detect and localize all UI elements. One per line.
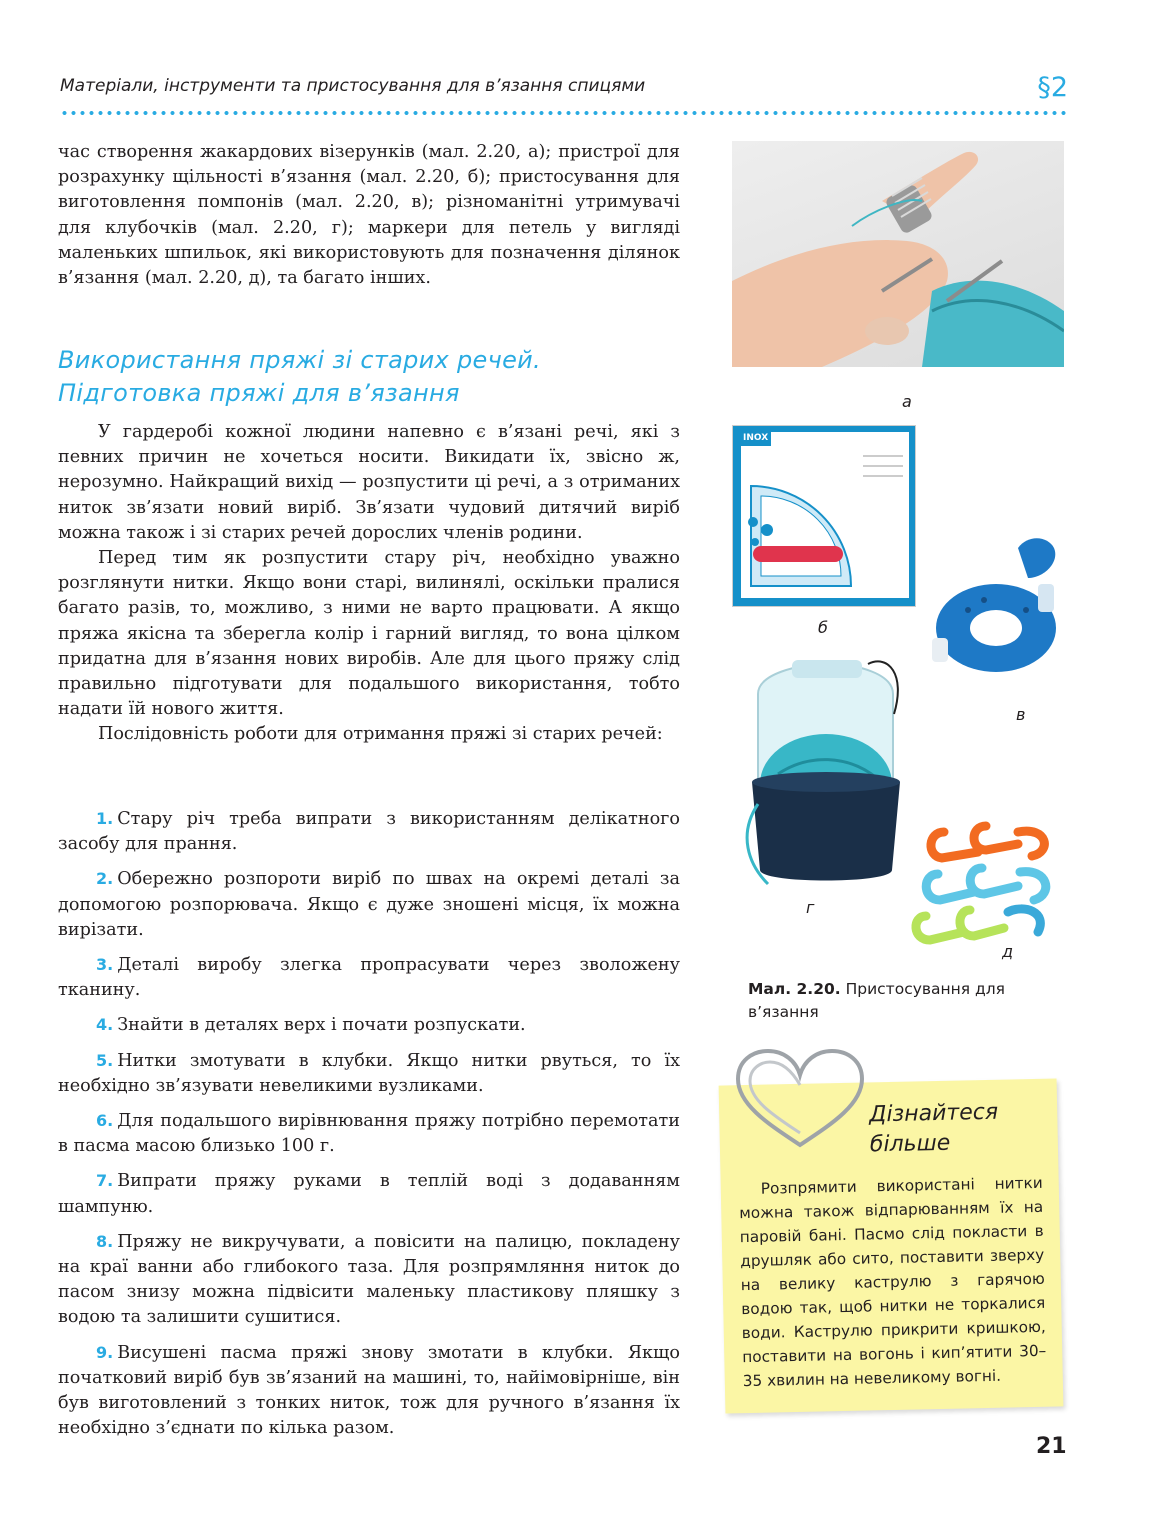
step-item (58, 806, 680, 857)
note-title-line-1: Дізнайтеся (868, 1099, 999, 1128)
step-number: 6. (96, 1111, 114, 1131)
step-text: Висушені пасма пряжі знову змотати в клубки. Якщо початковий виріб був зв’язаний на машині, то, найімовірніше, він був виготовлений з тонких ниток, тож для ручного в’язання їх необхідно з’єднати по кілька разом. (58, 1342, 680, 1439)
step-number: 7. (96, 1171, 114, 1191)
steps-list (58, 806, 680, 1450)
figure-label-d: д (1002, 942, 1014, 961)
body-text (58, 420, 680, 748)
figure-label-a: а (902, 392, 912, 411)
dotted-divider (60, 110, 1068, 116)
hand-knitting-illustration (732, 141, 1064, 367)
photo-pompom-maker (928, 528, 1068, 680)
figure-caption (748, 978, 1068, 1024)
step-item (58, 1048, 680, 1099)
step-item (58, 1229, 680, 1331)
step-number: 3. (96, 955, 114, 975)
paper-clip-icon (730, 1045, 870, 1155)
body-paragraph: Перед тим як розпустити стару річ, необхідно уважно розглянути нитки. Якщо вони старі, вилинялі, оскільки пралися багато разів, то, можливо, з ними не варто працювати. А якщо пряжа якісна та зберегла колір і гарний вигляд, то вона цілком придатна для в’язання нових виробів. Але для цього пряжу слід правильно підготувати для подальшого використання, тобто надати їй нового життя. (58, 548, 680, 720)
step-item (58, 1340, 680, 1442)
step-item (58, 952, 680, 1003)
step-number: 4. (96, 1015, 114, 1035)
step-text: Пряжу не викручувати, а повісити на палицю, покладену на краї ванни або глибокого таза. Для розпрямляння ниток до пасом знизу можна підвісити маленьку пластикову пляшку з водою та залишити сушитися. (58, 1231, 680, 1328)
step-text: Деталі виробу злегка пропрасувати через зволожену тканину. (58, 955, 680, 1001)
page-header (60, 72, 1070, 122)
page-number: 21 (1036, 1434, 1067, 1459)
photo-yarn-holder (738, 654, 908, 894)
note-text (739, 1171, 1047, 1393)
section-number: §2 (1037, 72, 1068, 103)
figure-label-b: б (818, 618, 828, 637)
body-paragraph: Послідовність роботи для отримання пряжі зі старих речей: (98, 724, 663, 745)
figure-caption-text: Пристосування для в’язання (748, 980, 1005, 1021)
gauge-brand-label: INOX (743, 433, 769, 443)
note-title (869, 1097, 1050, 1161)
figure-caption-number: Мал. 2.20. (748, 980, 841, 998)
running-title: Матеріали, інструменти та пристосування для в’язання спицями (60, 76, 646, 96)
section-heading-line-2: Підготовка пряжі для в’язання (58, 379, 460, 407)
photo-stitch-markers (908, 812, 1068, 952)
figure-label-g: г (806, 898, 815, 917)
step-item (58, 1168, 680, 1219)
step-text: Нитки змотувати в клубки. Якщо нитки рвуться, то їх необхідно зв’язувати невеликими вузликами. (58, 1050, 680, 1096)
section-heading (58, 344, 698, 410)
step-text: Для подальшого вирівнювання пряжу потрібно перемотати в пасма масою близько 100 г. (58, 1111, 680, 1157)
step-text: Обережно розпороти виріб по швах на окремі деталі за допомогою розпорювача. Якщо є дуже зношені місця, їх можна вирізати. (58, 869, 680, 940)
note-paragraph: Розпрямити використані нитки можна також відпарюванням їх на паровій бані. Пасмо слід покласти в друшляк або сито, поставити зверху на велику каструлю з гарячою водою так, щоб нитки не торкалися води. Каструлю прикрити кришкою, поставити на вогонь і кип’ятити 30–35 хвилин на невеликому вогні. (739, 1173, 1047, 1391)
step-item (58, 866, 680, 943)
step-item (58, 1012, 680, 1038)
section-heading-line-1: Використання пряжі зі старих речей. (58, 346, 541, 374)
photo-gauge-ruler (732, 425, 916, 607)
step-text: Знайти в деталях верх і почати розпускати. (117, 1015, 526, 1036)
step-number: 9. (96, 1342, 114, 1362)
step-number: 8. (96, 1231, 114, 1251)
step-number: 1. (96, 809, 114, 828)
step-text: Випрати пряжу руками в теплій воді з додаванням шампуню. (58, 1171, 680, 1217)
photo-yarn-guide-ring (732, 141, 1064, 367)
intro-paragraph: час створення жакардових візерунків (мал. 2.20, а); пристрої для розрахунку щільності в’язання (мал. 2.20, б); пристосування для виготовлення помпонів (мал. 2.20, в); різноманітні утримувачі для клубочків (мал. 2.20, г); маркери для петель у вигляді маленьких шпильок, які використовують для позначення ділянок в’язання (мал. 2.20, д), та багато інших. (58, 142, 680, 289)
intro-text (58, 140, 680, 291)
step-number: 2. (96, 869, 114, 889)
note-title-line-2: більше (869, 1130, 951, 1158)
figure-label-v: в (1016, 705, 1026, 724)
step-item (58, 1108, 680, 1159)
body-paragraph: У гардеробі кожної людини напевно є в’язані речі, які з певних причин не хочеться носити. Викидати їх, звісно ж, нерозумно. Найкращий вихід — розпустити ці речі, а з отриманих ниток зв’язати новий виріб. Зв’язати чудовий дитячий виріб можна також і зі старих речей дорослих членів родини. (58, 422, 680, 543)
step-text: Стару річ треба випрати з використанням делікатного засобу для прання. (58, 809, 680, 855)
step-number: 5. (96, 1050, 114, 1070)
